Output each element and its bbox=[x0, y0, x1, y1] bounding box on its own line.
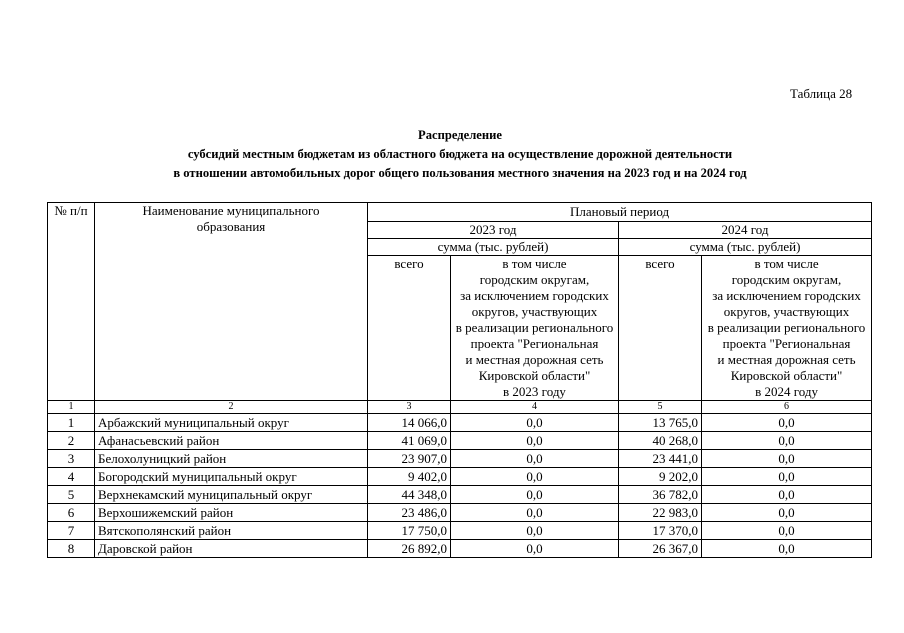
header-desc-line: проекта "Региональная bbox=[470, 336, 599, 351]
column-index-cell: 3 bbox=[368, 401, 451, 414]
row-subset-2023: 0,0 bbox=[451, 468, 619, 486]
header-desc-line: в реализации регионального bbox=[455, 320, 614, 335]
row-subset-2024: 0,0 bbox=[702, 432, 872, 450]
row-number: 2 bbox=[48, 432, 95, 450]
row-subset-2024: 0,0 bbox=[702, 468, 872, 486]
header-desc-line: округов, участвующих bbox=[723, 304, 850, 319]
row-subset-2024: 0,0 bbox=[702, 450, 872, 468]
column-index-cell: 6 bbox=[702, 401, 872, 414]
row-subset-2023: 0,0 bbox=[451, 540, 619, 558]
header-number: № п/п bbox=[48, 203, 95, 401]
subsidy-distribution-table bbox=[47, 202, 872, 558]
header-desc-line: Кировской области" bbox=[730, 368, 843, 383]
row-number: 7 bbox=[48, 522, 95, 540]
row-number: 5 bbox=[48, 486, 95, 504]
row-number: 4 bbox=[48, 468, 95, 486]
column-index-cell: 2 bbox=[95, 401, 368, 414]
table-number-label: Таблица 28 bbox=[790, 86, 853, 101]
row-subset-2024: 0,0 bbox=[702, 486, 872, 504]
row-total-2024: 17 370,0 bbox=[619, 522, 702, 540]
header-desc-line: в 2024 году bbox=[755, 384, 818, 399]
header-total-2023: всего bbox=[368, 256, 451, 401]
row-number: 3 bbox=[48, 450, 95, 468]
header-desc-line: за исключением городских bbox=[460, 288, 609, 303]
header-sum-2024: сумма (тыс. рублей) bbox=[619, 239, 872, 256]
row-municipality-name: Верхошижемский район bbox=[95, 504, 368, 522]
header-desc-line: городским округам, bbox=[731, 272, 842, 287]
header-desc-line: городским округам, bbox=[479, 272, 590, 287]
row-total-2023: 9 402,0 bbox=[368, 468, 451, 486]
row-subset-2024: 0,0 bbox=[702, 522, 872, 540]
table-row bbox=[48, 522, 872, 540]
row-subset-2023: 0,0 bbox=[451, 432, 619, 450]
header-desc-line: и местная дорожная сеть bbox=[465, 352, 604, 367]
header-desc-line: в том числе bbox=[754, 256, 819, 271]
row-subset-2023: 0,0 bbox=[451, 522, 619, 540]
document-subtitle-line-2: в отношении автомобильных дорог общего пользования местного значения на 2023 год и на 2024 год bbox=[173, 166, 747, 180]
row-municipality-name: Арбажский муниципальный округ bbox=[95, 414, 368, 432]
header-desc-line: в том числе bbox=[502, 256, 567, 271]
row-total-2024: 26 367,0 bbox=[619, 540, 702, 558]
header-desc-line: проекта "Региональная bbox=[722, 336, 851, 351]
row-municipality-name: Верхнекамский муниципальный округ bbox=[95, 486, 368, 504]
table-row bbox=[48, 450, 872, 468]
row-total-2024: 40 268,0 bbox=[619, 432, 702, 450]
header-desc-line: и местная дорожная сеть bbox=[717, 352, 856, 367]
row-number: 8 bbox=[48, 540, 95, 558]
row-total-2024: 9 202,0 bbox=[619, 468, 702, 486]
table-row bbox=[48, 504, 872, 522]
header-municipality-line-2: образования bbox=[196, 219, 266, 234]
column-index-cell: 5 bbox=[619, 401, 702, 414]
row-subset-2023: 0,0 bbox=[451, 450, 619, 468]
row-total-2023: 14 066,0 bbox=[368, 414, 451, 432]
header-planned-period: Плановый период bbox=[368, 203, 872, 222]
table-row bbox=[48, 486, 872, 504]
row-municipality-name: Афанасьевский район bbox=[95, 432, 368, 450]
header-desc-line: Кировской области" bbox=[478, 368, 591, 383]
row-number: 6 bbox=[48, 504, 95, 522]
table-row bbox=[48, 540, 872, 558]
column-index-cell: 4 bbox=[451, 401, 619, 414]
header-year-2023: 2023 год bbox=[368, 222, 619, 239]
header-sum-2023: сумма (тыс. рублей) bbox=[368, 239, 619, 256]
document-title: Распределение bbox=[418, 128, 502, 142]
header-desc-2023 bbox=[451, 256, 619, 401]
row-total-2023: 17 750,0 bbox=[368, 522, 451, 540]
header-total-2024: всего bbox=[619, 256, 702, 401]
row-total-2023: 41 069,0 bbox=[368, 432, 451, 450]
table-row bbox=[48, 432, 872, 450]
row-total-2024: 13 765,0 bbox=[619, 414, 702, 432]
row-total-2024: 36 782,0 bbox=[619, 486, 702, 504]
row-subset-2024: 0,0 bbox=[702, 504, 872, 522]
column-index-cell: 1 bbox=[48, 401, 95, 414]
row-subset-2023: 0,0 bbox=[451, 414, 619, 432]
header-year-2024: 2024 год bbox=[619, 222, 872, 239]
table-row bbox=[48, 414, 872, 432]
row-total-2023: 44 348,0 bbox=[368, 486, 451, 504]
row-total-2024: 22 983,0 bbox=[619, 504, 702, 522]
header-desc-line: в 2023 году bbox=[503, 384, 566, 399]
row-municipality-name: Даровской район bbox=[95, 540, 368, 558]
row-total-2023: 23 486,0 bbox=[368, 504, 451, 522]
header-desc-line: в реализации регионального bbox=[707, 320, 866, 335]
row-total-2023: 23 907,0 bbox=[368, 450, 451, 468]
row-subset-2024: 0,0 bbox=[702, 540, 872, 558]
row-total-2023: 26 892,0 bbox=[368, 540, 451, 558]
document-subtitle-line-1: субсидий местным бюджетам из областного бюджета на осуществление дорожной деятельности bbox=[187, 147, 733, 161]
header-desc-line: за исключением городских bbox=[712, 288, 861, 303]
header-desc-2024 bbox=[702, 256, 872, 401]
row-subset-2023: 0,0 bbox=[451, 504, 619, 522]
table-row bbox=[48, 468, 872, 486]
row-municipality-name: Богородский муниципальный округ bbox=[95, 468, 368, 486]
row-total-2024: 23 441,0 bbox=[619, 450, 702, 468]
header-municipality-line-1: Наименование муниципального bbox=[142, 203, 320, 218]
row-subset-2024: 0,0 bbox=[702, 414, 872, 432]
row-number: 1 bbox=[48, 414, 95, 432]
row-municipality-name: Вятскополянский район bbox=[95, 522, 368, 540]
row-subset-2023: 0,0 bbox=[451, 486, 619, 504]
header-desc-line: округов, участвующих bbox=[471, 304, 598, 319]
header-municipality bbox=[95, 203, 368, 401]
row-municipality-name: Белохолуницкий район bbox=[95, 450, 368, 468]
